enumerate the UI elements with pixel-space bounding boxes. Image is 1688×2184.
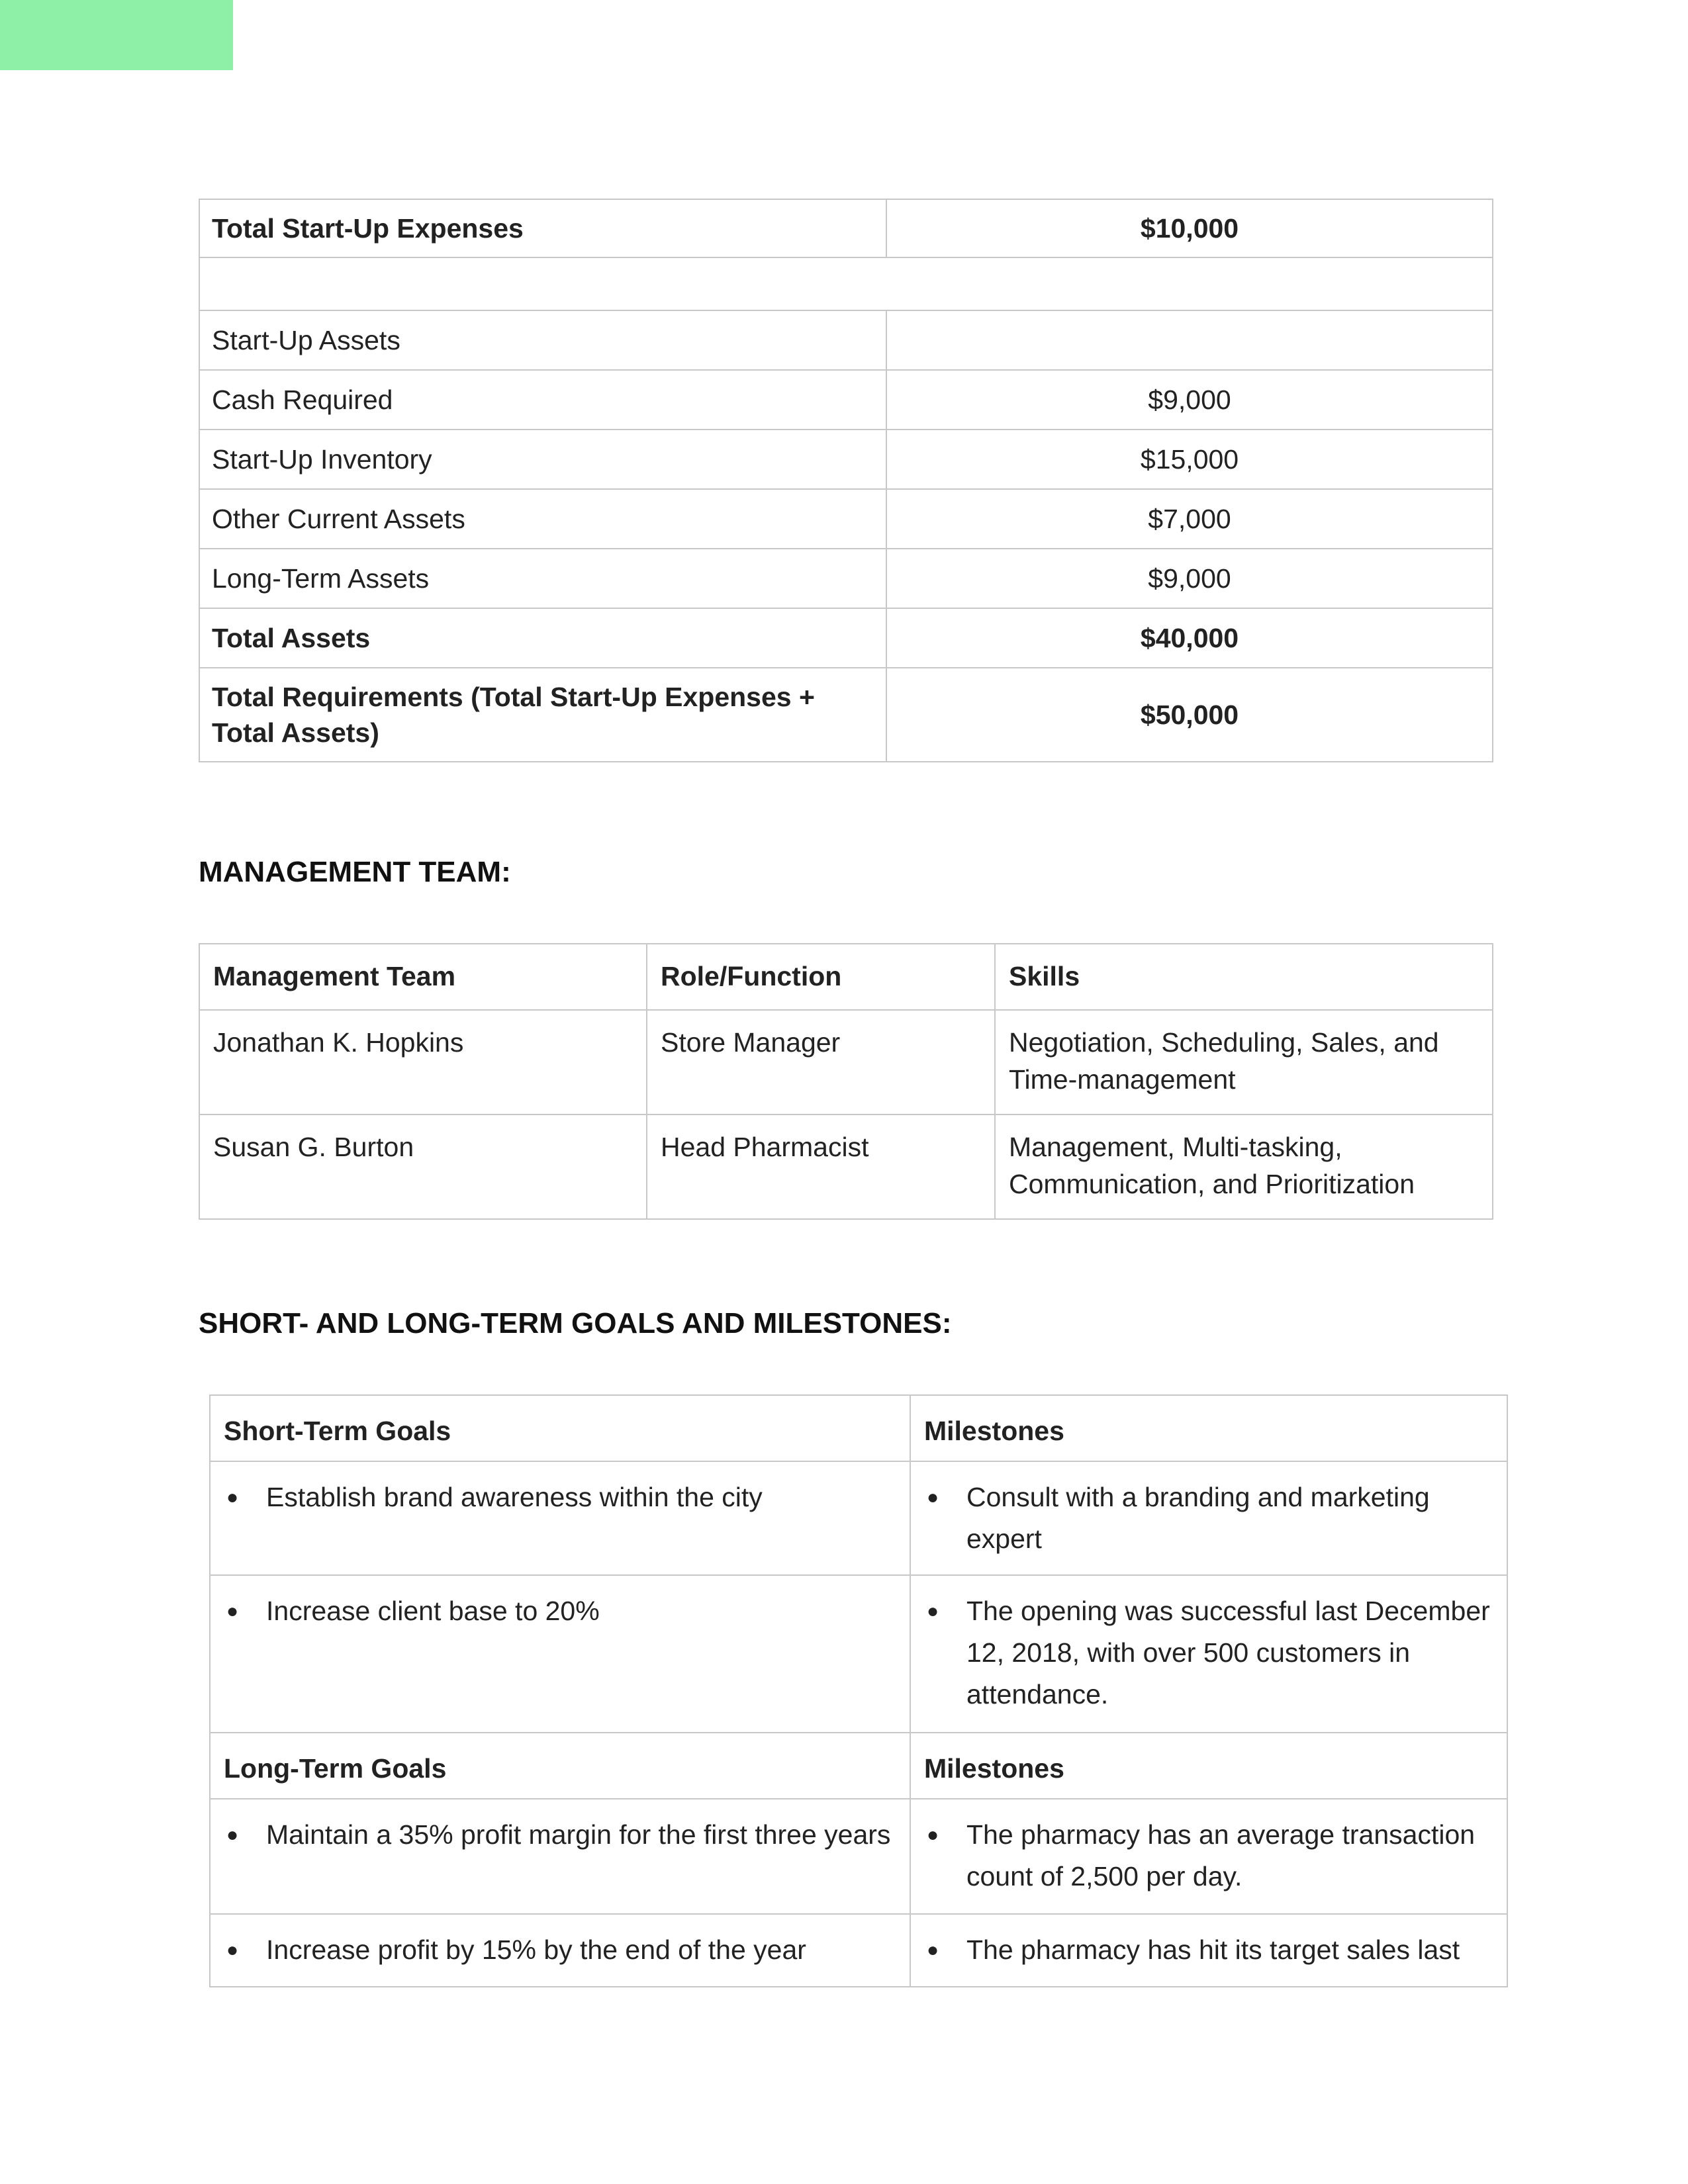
table-row xyxy=(199,370,1493,430)
goal-text: Increase client base to 20% xyxy=(266,1596,600,1626)
bullet-icon: ● xyxy=(226,1824,239,1846)
table-header-row xyxy=(199,944,1493,1010)
table-row xyxy=(199,549,1493,608)
goal-cell xyxy=(210,1575,910,1733)
bullet-icon: ● xyxy=(927,1824,939,1846)
row-label: Other Current Assets xyxy=(199,489,886,549)
row-value: $7,000 xyxy=(886,489,1493,549)
row-label: Start-Up Inventory xyxy=(199,430,886,489)
table-header-row xyxy=(210,1395,1507,1461)
total-requirements-value: $50,000 xyxy=(886,668,1493,762)
short-term-goals-header: Short-Term Goals xyxy=(210,1395,910,1461)
table-row xyxy=(210,1914,1507,1987)
member-skills: Negotiation, Scheduling, Sales, and Time-management xyxy=(995,1010,1493,1115)
bullet-icon: ● xyxy=(927,1600,939,1622)
column-header-skills: Skills xyxy=(995,944,1493,1010)
table-row xyxy=(199,1115,1493,1219)
startup-costs-table xyxy=(199,199,1493,762)
member-name: Susan G. Burton xyxy=(199,1115,647,1219)
table-row-spacer xyxy=(199,257,1493,310)
table-row xyxy=(199,1010,1493,1115)
long-term-goals-header: Long-Term Goals xyxy=(210,1733,910,1799)
table-header-row xyxy=(210,1733,1507,1799)
row-value: $15,000 xyxy=(886,430,1493,489)
row-label: Long-Term Assets xyxy=(199,549,886,608)
management-team-table xyxy=(199,943,1493,1220)
bullet-icon: ● xyxy=(226,1486,239,1508)
table-row xyxy=(199,199,1493,257)
table-row xyxy=(210,1461,1507,1575)
corner-tab-decoration xyxy=(0,0,233,70)
goals-milestones-heading: SHORT- AND LONG-TERM GOALS AND MILESTONES: xyxy=(199,1307,952,1340)
startup-assets-label: Start-Up Assets xyxy=(199,310,886,370)
goal-text: Increase profit by 15% by the end of the year xyxy=(266,1934,806,1965)
row-value: $9,000 xyxy=(886,370,1493,430)
table-row xyxy=(199,608,1493,668)
milestone-text: The opening was successful last December 12, 2018, with over 500 customers in attendance. xyxy=(966,1596,1490,1709)
milestone-text: The pharmacy has hit its target sales last xyxy=(966,1934,1460,1965)
total-startup-expenses-value: $10,000 xyxy=(886,199,1493,257)
bullet-icon: ● xyxy=(226,1600,239,1622)
goal-cell xyxy=(210,1914,910,1987)
bullet-icon: ● xyxy=(226,1939,239,1961)
total-assets-label: Total Assets xyxy=(199,608,886,668)
milestone-cell xyxy=(910,1461,1507,1575)
table-row xyxy=(210,1799,1507,1914)
column-header-role: Role/Function xyxy=(647,944,995,1010)
member-role: Store Manager xyxy=(647,1010,995,1115)
empty-cell xyxy=(199,257,1493,310)
goal-text: Establish brand awareness within the city xyxy=(266,1482,763,1512)
milestone-cell xyxy=(910,1575,1507,1733)
milestone-text: Consult with a branding and marketing expert xyxy=(966,1482,1430,1554)
milestone-cell xyxy=(910,1914,1507,1987)
table-row xyxy=(199,310,1493,370)
table-row xyxy=(199,668,1493,762)
goals-milestones-table xyxy=(209,1394,1508,1987)
row-value: $9,000 xyxy=(886,549,1493,608)
table-row xyxy=(210,1575,1507,1733)
empty-cell xyxy=(886,310,1493,370)
row-label: Cash Required xyxy=(199,370,886,430)
column-header-management-team: Management Team xyxy=(199,944,647,1010)
member-name: Jonathan K. Hopkins xyxy=(199,1010,647,1115)
bullet-icon: ● xyxy=(927,1939,939,1961)
milestones-header: Milestones xyxy=(910,1733,1507,1799)
member-role: Head Pharmacist xyxy=(647,1115,995,1219)
total-requirements-label: Total Requirements (Total Start-Up Expenses + Total Assets) xyxy=(199,668,886,762)
total-assets-value: $40,000 xyxy=(886,608,1493,668)
milestone-text: The pharmacy has an average transaction count of 2,500 per day. xyxy=(966,1819,1476,1891)
milestones-header: Milestones xyxy=(910,1395,1507,1461)
management-team-heading: MANAGEMENT TEAM: xyxy=(199,856,511,888)
member-skills: Management, Multi-tasking, Communication, and Prioritization xyxy=(995,1115,1493,1219)
milestone-cell xyxy=(910,1799,1507,1914)
total-startup-expenses-label: Total Start-Up Expenses xyxy=(199,199,886,257)
table-row xyxy=(199,430,1493,489)
bullet-icon: ● xyxy=(927,1486,939,1508)
goal-text: Maintain a 35% profit margin for the first three years xyxy=(266,1819,891,1850)
goal-cell xyxy=(210,1461,910,1575)
goal-cell xyxy=(210,1799,910,1914)
table-row xyxy=(199,489,1493,549)
